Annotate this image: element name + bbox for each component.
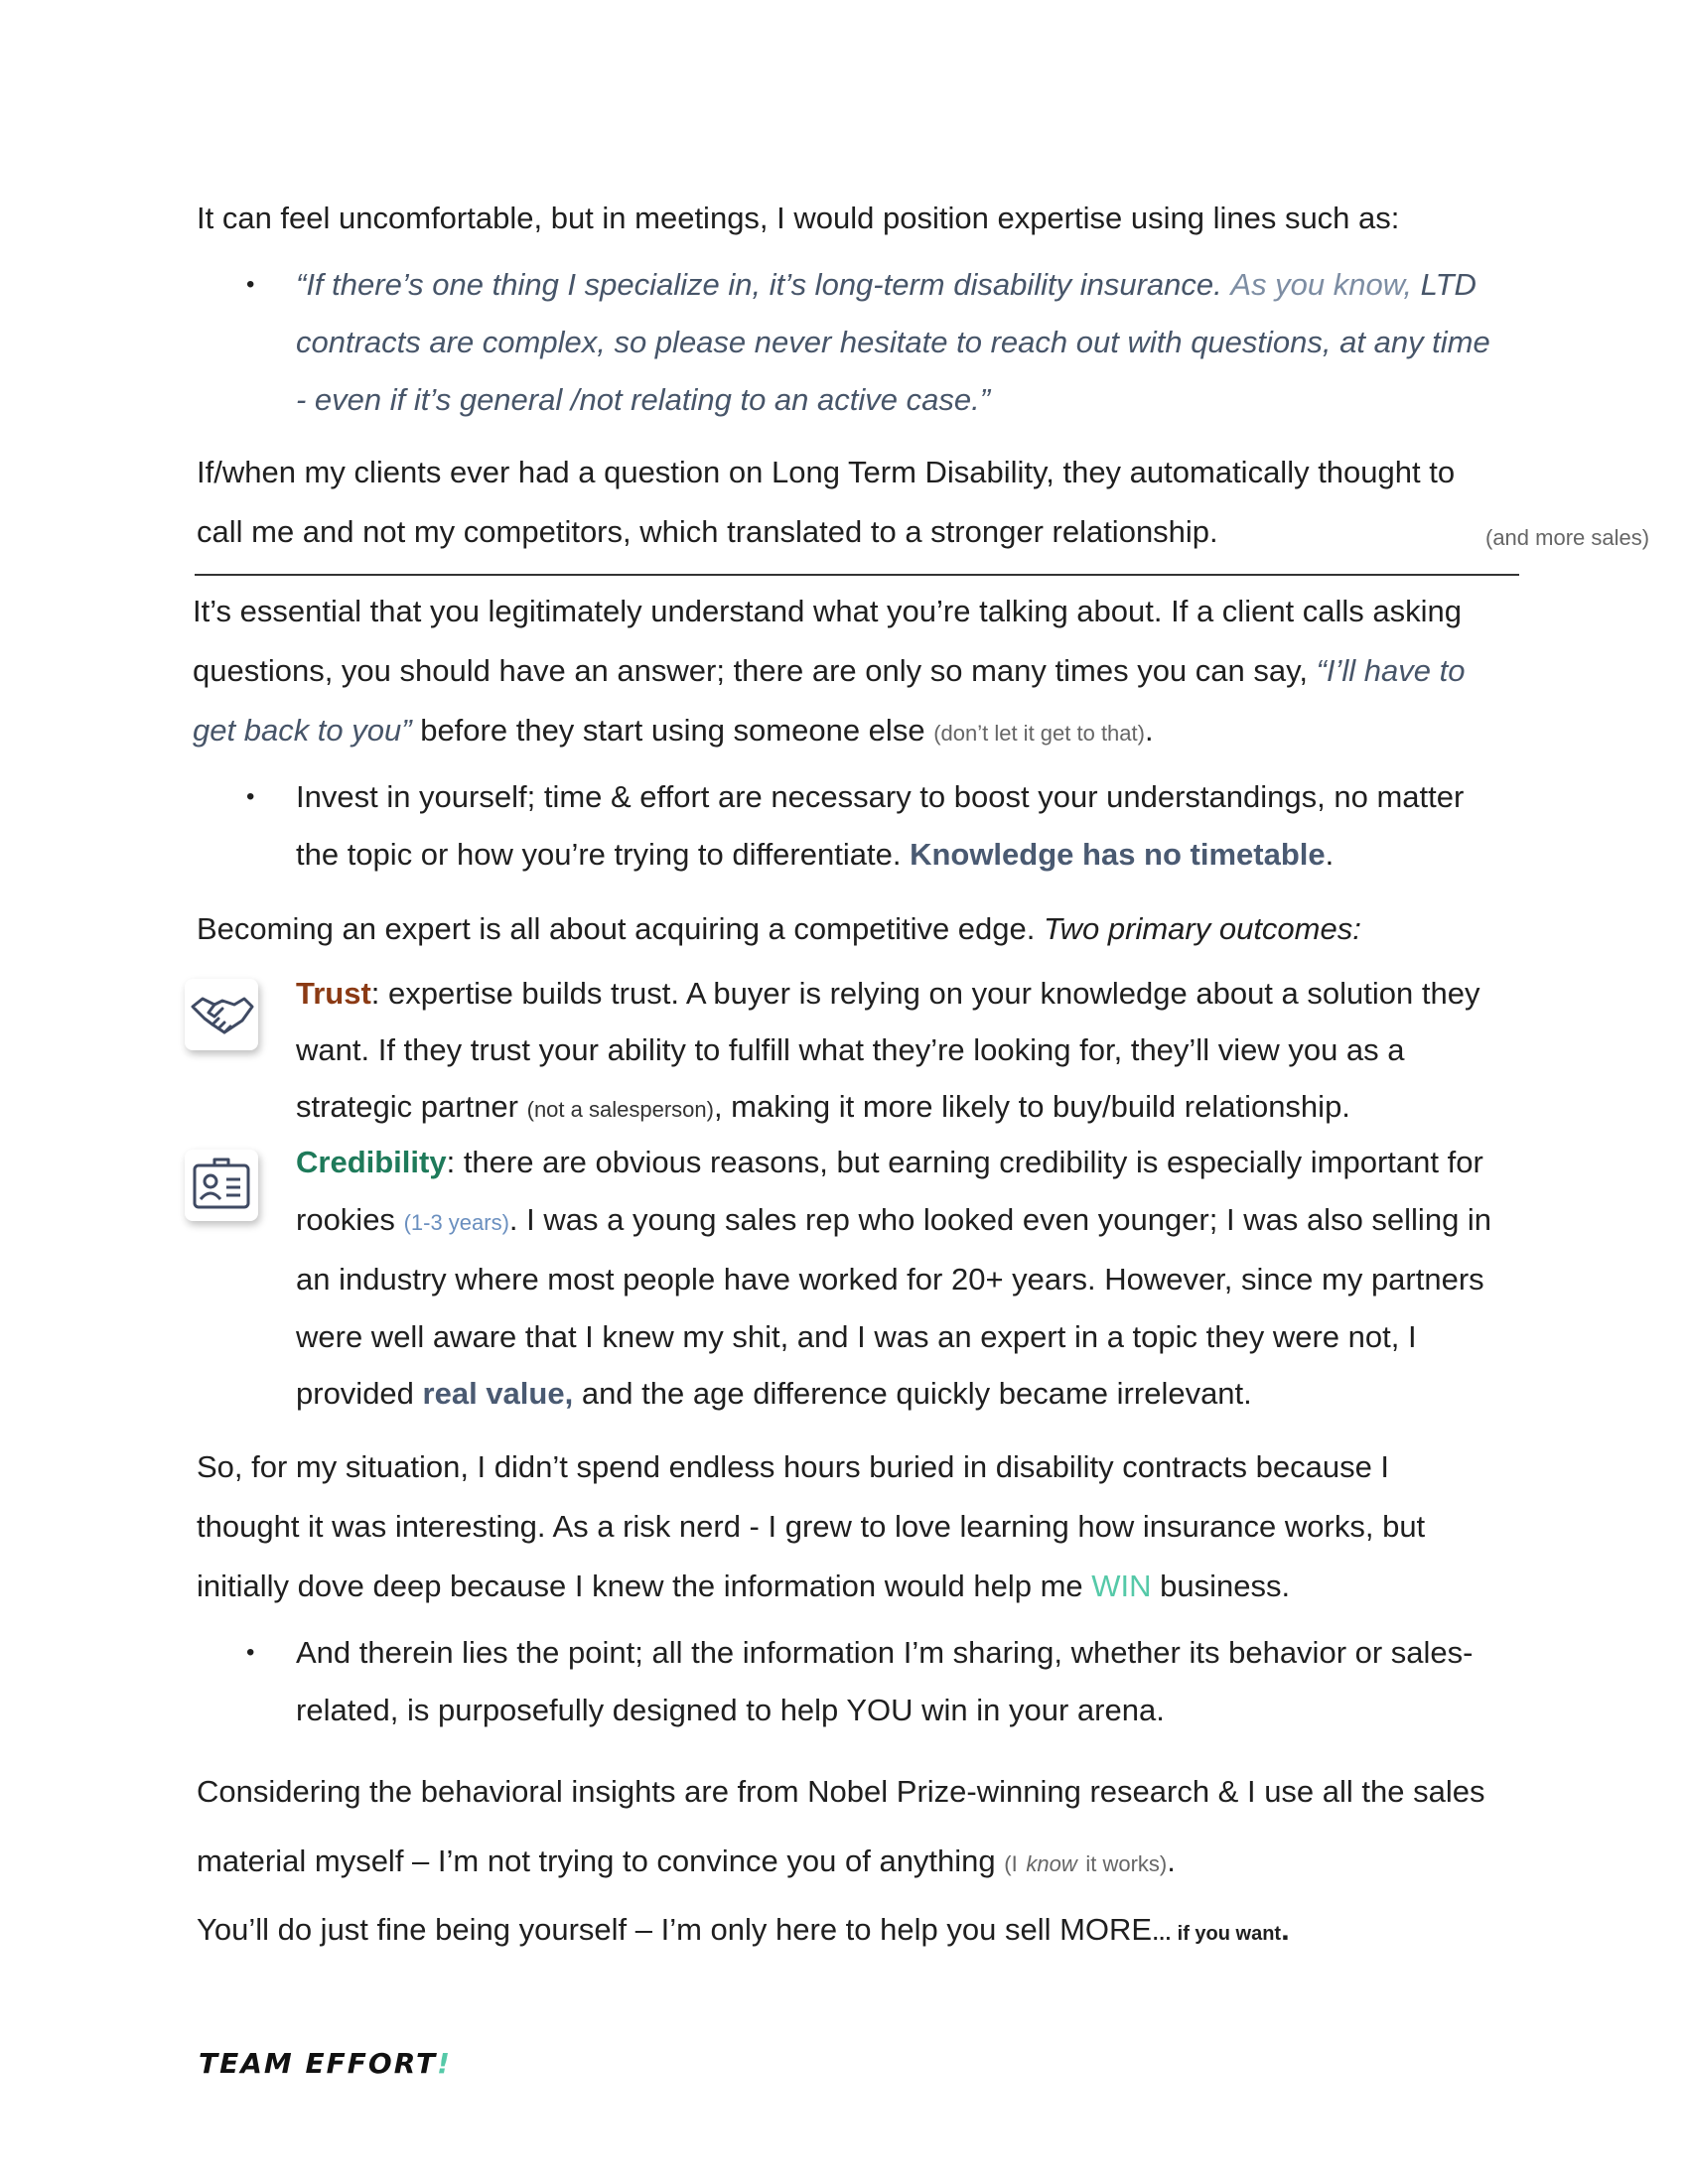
invest-bullet <box>246 768 1507 884</box>
bullet-icon: • <box>246 1639 255 1666</box>
credibility-text-2: . I was a young sales rep who looked even younger; I was also selling in an industry where most people have worked for 20+ years. However, since my partners were well aware that I knew my shit, and I was an expert in a topic they were not, I provided <box>296 1201 1492 1411</box>
essential-small-note: (don’t let it get to that) <box>933 721 1145 746</box>
trust-label: Trust <box>296 976 371 1011</box>
point-bullet <box>246 1624 1507 1739</box>
know-note-ital: know <box>1026 1851 1077 1876</box>
handshake-icon <box>185 979 258 1050</box>
outcomes-label: Two primary outcomes: <box>1044 911 1361 946</box>
period: . <box>1281 1912 1290 1947</box>
period: . <box>1325 837 1335 872</box>
bullet-icon: • <box>246 271 255 298</box>
intro-text: It can feel uncomfortable, but in meetings, I would position expertise using lines such as: <box>197 201 1400 235</box>
essential-text-2: before they start using someone else <box>420 713 925 748</box>
footer-text: TEAM EFFORT <box>199 2047 438 2080</box>
point-text: And therein lies the point; all the information I’m sharing, whether its behavior or sales-related, is purposefully designed to help YOU win in your arena. <box>296 1635 1474 1727</box>
period: . <box>1167 1843 1176 1878</box>
considering-paragraph <box>197 1757 1517 1899</box>
invest-text: Invest in yourself; time & effort are necessary to boost your understandings, no matter the topic or how you’re trying to differentiate. <box>296 779 1465 872</box>
considering-text: Considering the behavioral insights are from Nobel Prize-winning research & I use all the sales material myself – I’m not trying to convince you of anything <box>197 1774 1485 1878</box>
situation-paragraph <box>197 1437 1497 1616</box>
knowledge-emphasis: Knowledge has no timetable <box>910 837 1326 872</box>
win-emphasis: WIN <box>1091 1569 1152 1603</box>
aside-note: (and more sales) <box>1485 525 1650 550</box>
id-card-icon <box>185 1150 258 1221</box>
quote-bullet <box>246 256 1507 429</box>
intro-paragraph <box>197 189 1527 248</box>
rookies-note: (1-3 years) <box>403 1209 509 1235</box>
situation-text: So, for my situation, I didn’t spend endless hours buried in disability contracts because I thought it was interesting. As a risk nerd - I grew to love learning how insurance works, but initially dove deep because I knew the information would help me <box>197 1449 1426 1603</box>
trust-item <box>296 965 1507 1138</box>
expert-text: Becoming an expert is all about acquiring a competitive edge. <box>197 911 1036 946</box>
footer-signature <box>199 2047 452 2080</box>
real-value-emphasis: real value, <box>422 1376 574 1411</box>
credibility-text-3: and the age difference quickly became irrelevant. <box>581 1376 1252 1411</box>
essential-text: It’s essential that you legitimately understand what you’re talking about. If a client calls asking questions, you should have an answer; there are only so many times you can say, <box>193 594 1463 688</box>
quote-part-3: LTD contracts are complex, so please never hesitate to reach out with questions, at any time - even if it’s general /not relating to an active case.” <box>296 267 1490 417</box>
period: . <box>1144 713 1154 748</box>
situation-text-2: business. <box>1160 1569 1291 1603</box>
if-you-want-note: … if you want <box>1152 1923 1282 1945</box>
trust-small-note: (not a salesperson) <box>526 1097 714 1122</box>
quote-part-2: As you know, <box>1230 267 1413 302</box>
credibility-label: Credibility <box>296 1145 447 1179</box>
divider <box>195 574 1519 576</box>
footer-bang: ! <box>437 2047 452 2080</box>
quote-part-1: “If there’s one thing I specialize in, it’s long-term disability insurance. <box>296 267 1222 302</box>
bullet-icon: • <box>246 783 255 810</box>
trust-text: : expertise builds trust. A buyer is relying on your knowledge about a solution they want. If they trust your ability to fulfill what they’re looking for, they’ll view you as a strategic partner <box>296 976 1480 1124</box>
know-note-2: it works) <box>1085 1851 1168 1876</box>
know-note-1: (I <box>1004 1851 1018 1876</box>
clients-paragraph <box>197 443 1487 562</box>
closing-paragraph <box>197 1900 1527 1964</box>
essential-paragraph <box>193 582 1503 763</box>
credibility-item <box>296 1134 1507 1423</box>
credibility-text: : there are obvious reasons, but earning credibility is especially important for rookies <box>296 1145 1483 1237</box>
expert-paragraph <box>197 899 1527 959</box>
get-back-quote: “I’ll have to get back to you” <box>193 653 1466 748</box>
trust-text-2: , making it more likely to buy/build relationship. <box>713 1089 1350 1124</box>
closing-text: You’ll do just fine being yourself – I’m only here to help you sell MORE <box>197 1912 1153 1947</box>
clients-text: If/when my clients ever had a question on Long Term Disability, they automatically thought to call me and not my competitors, which translated to a stronger relationship. <box>197 455 1456 549</box>
